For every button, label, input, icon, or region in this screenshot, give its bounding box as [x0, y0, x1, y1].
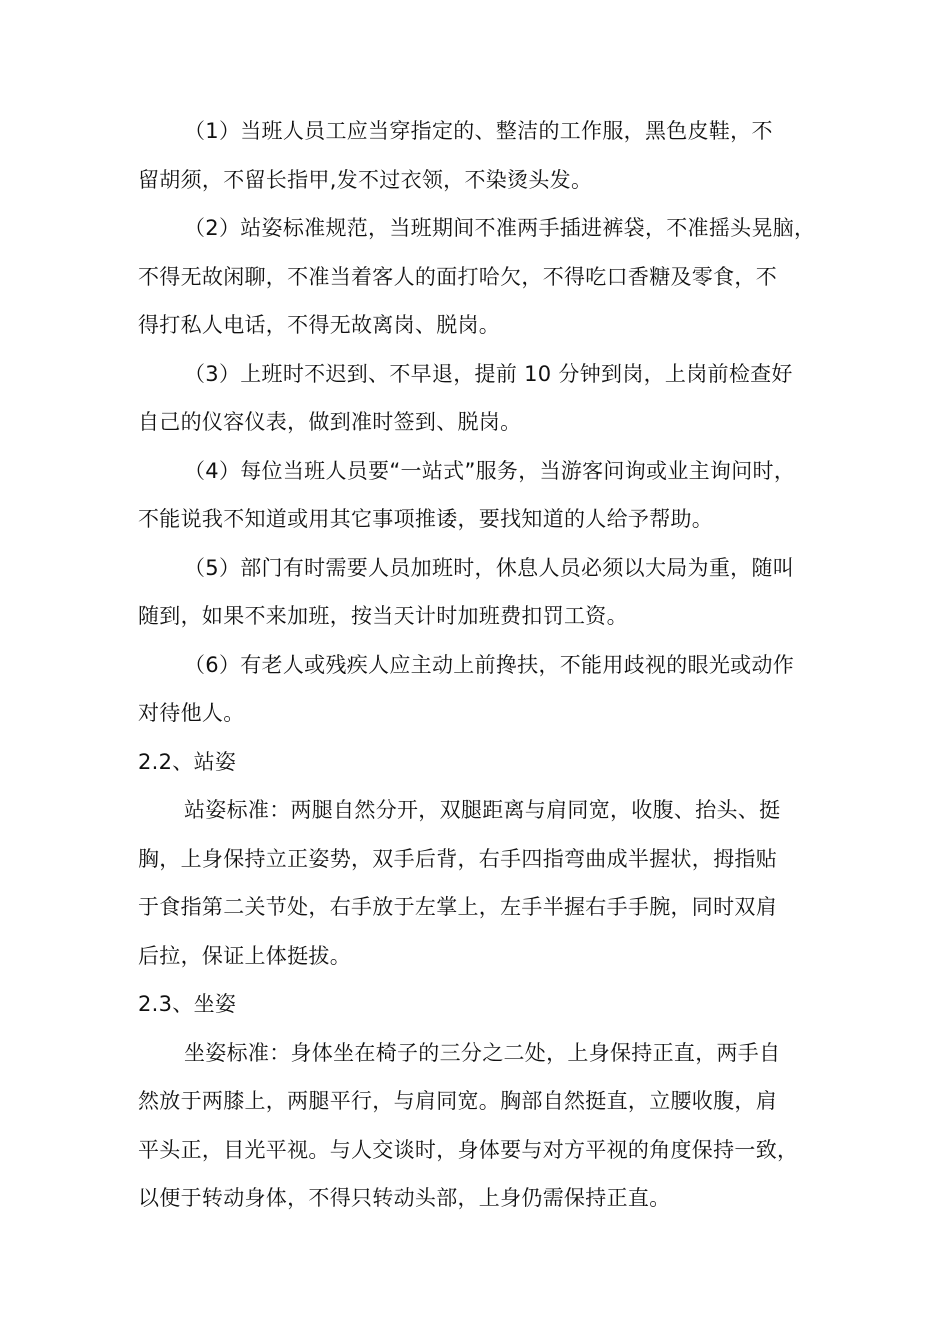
text-line: 不能说我不知道或用其它事项推诿，要找知道的人给予帮助。	[138, 507, 714, 531]
text-line: 胸，上身保持立正姿势，双手后背，右手四指弯曲成半握状，拇指贴	[138, 847, 777, 871]
text-line: （3）上班时不迟到、不早退，提前 10 分钟到岗，上岗前检查好	[184, 362, 793, 386]
text-line: （1）当班人员工应当穿指定的、整洁的工作服，黑色皮鞋，不	[184, 119, 773, 143]
text-line: 坐姿标准：身体坐在椅子的三分之二处，上身保持正直，两手自	[184, 1041, 781, 1065]
text-line: （4）每位当班人员要“一站式”服务，当游客问询或业主询问时，	[184, 459, 796, 483]
text-line: 留胡须，不留长指甲,发不过衣领，不染烫头发。	[138, 168, 593, 192]
text-line: 后拉，保证上体挺拔。	[138, 944, 351, 968]
text-line: 对待他人。	[138, 701, 245, 725]
text-line: 不得无故闲聊，不准当着客人的面打哈欠，不得吃口香糖及零食，不	[138, 265, 777, 289]
text-line: 得打私人电话，不得无故离岗、脱岗。	[138, 313, 501, 337]
section-heading: 2.2、站姿	[138, 750, 237, 774]
text-line: 以便于转动身体，不得只转动头部，上身仍需保持正直。	[138, 1186, 671, 1210]
section-heading: 2.3、坐姿	[138, 992, 237, 1016]
text-line: （2）站姿标准规范，当班期间不准两手插进裤袋，不准摇头晃脑，	[184, 216, 816, 240]
text-line: （5）部门有时需要人员加班时，休息人员必须以大局为重，随叫	[184, 556, 795, 580]
text-line: 随到，如果不来加班，按当天计时加班费扣罚工资。	[138, 604, 628, 628]
text-line: （6）有老人或残疾人应主动上前搀扶，不能用歧视的眼光或动作	[184, 653, 795, 677]
text-line: 于食指第二关节处，右手放于左掌上，左手半握右手手腕，同时双肩	[138, 895, 777, 919]
text-line: 然放于两膝上，两腿平行，与肩同宽。胸部自然挺直，立腰收腹，肩	[138, 1089, 777, 1113]
text-line: 自己的仪容仪表，做到准时签到、脱岗。	[138, 410, 522, 434]
text-line: 平头正，目光平视。与人交谈时，身体要与对方平视的角度保持一致，	[138, 1138, 799, 1162]
text-line: 站姿标准：两腿自然分开，双腿距离与肩同宽，收腹、抬头、挺	[184, 798, 781, 822]
